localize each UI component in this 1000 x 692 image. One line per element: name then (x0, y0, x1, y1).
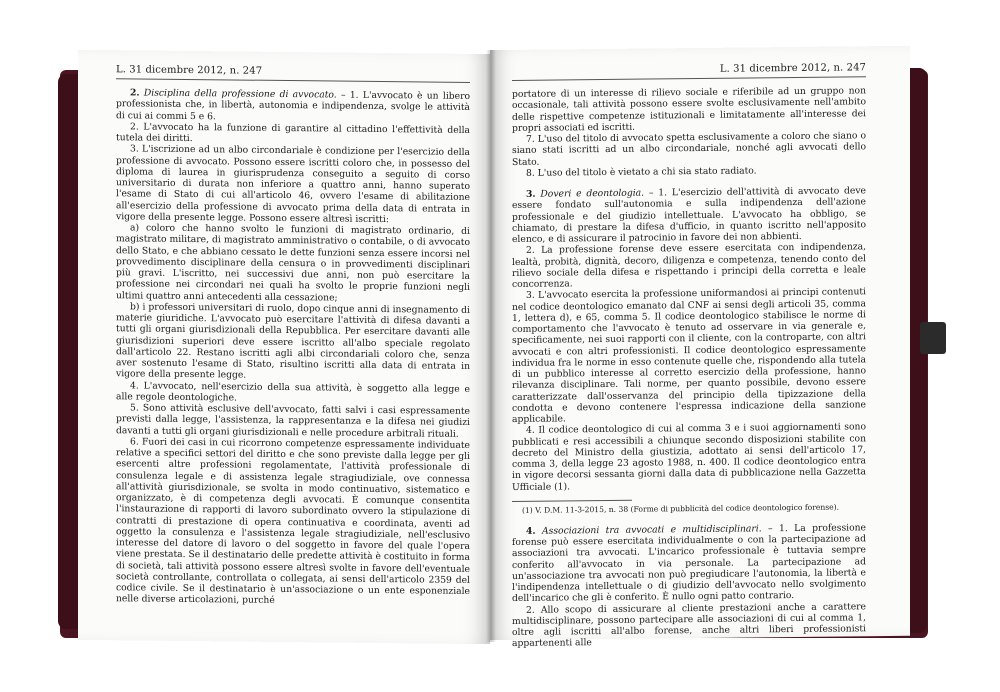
paragraph-text: – 1. L'esercizio dell'attività di avvocato deve essere fondato sull'autonomia e sulla indipendenza dell'azione professionale e del giudizio intellettuale. L'avvocato ha obbligo, se chiamato, di prestare la difesa d'ufficio, in quanto iscritto nell'apposito elenco, e di assicurare il patrocinio in favore dei non abbienti. (512, 185, 866, 245)
paragraph: b) i professori universitari di ruolo, dopo cinque anni di insegnamento di materie giuridiche. L'avvocato può esercitare l'attività di difesa davanti a tutti gli organi giurisdizionali della Repubblica. Per esercitare davanti alle giurisdizioni superiori deve essere iscritto all'albo speciale regolato dall'articolo 22. Restano iscritti agli albi circondariali coloro che, senza aver sostenuto l'esame di Stato, risultino iscritti alla data di entrata in vigore della presente legge. (116, 301, 470, 381)
article-number: 3. (526, 188, 536, 200)
paragraph: 4. Il codice deontologico di cui al comma 3 e i suoi aggiornamenti sono pubblicati e resi accessibili a chiunque secondo disposizioni stabilite con decreto del Ministro della giustizia, adottato ai sensi dell'articolo 17, comma 3, della legge 23 agosto 1988, n. 400. Il codice deontologico entra in vigore decorsi sessanta giorni dalla data di pubblicazione nella Gazzetta Ufficiale (1). (512, 421, 866, 493)
paragraph: 7. L'uso del titolo di avvocato spetta esclusivamente a coloro che siano o siano stati iscritti ad un albo circondariale, nonché agli avvocati dello Stato. (512, 130, 866, 168)
right-page (490, 46, 910, 650)
running-head: L. 31 dicembre 2012, n. 247 (512, 62, 866, 81)
article-number: 4. (526, 525, 536, 537)
paragraph: 4. L'avvocato, nell'esercizio della sua attività, è soggetto alla legge e alle regole deontologiche. (116, 379, 470, 404)
paragraph-text: – 1. L'avvocato è un libero professionista che, in libertà, autonomia e indipendenza, svolge le attività di cui ai commi 5 e 6. (116, 89, 470, 122)
running-head: L. 31 dicembre 2012, n. 247 (116, 64, 470, 83)
paragraph-text: – 1. La professione forense può essere esercitata individualmente o con la partecipazione ad associazioni tra avvocati. L'incarico professionale è tuttavia sempre conferito all'avvocato in via personale. La partecipazione ad un'associazione tra avvocati non può pregiudicare l'autonomia, la libertà e l'indipendenza intellettuale o di giudizio dell'avvocato nello svolgimento dell'incarico che gli è conferito. È nullo ogni patto contrario. (512, 522, 866, 605)
article-heading: Doveri e deontologia. (540, 187, 645, 200)
article-number: 2. (130, 87, 140, 99)
paragraph: 2. La professione forense deve essere esercitata con indipendenza, lealtà, probità, dignità, decoro, diligenza e competenza, tenendo conto del rilievo sociale della difesa e rispettando i principi della corretta e leale concorrenza. (512, 241, 866, 290)
paragraph: 2. L'avvocato ha la funzione di garantire al cittadino l'effettività della tutela dei diritti. (116, 121, 470, 145)
left-page (78, 50, 490, 644)
footnote-divider (512, 499, 632, 501)
bookmark-elastic (920, 322, 946, 354)
paragraph: 3. L'iscrizione ad un albo circondariale è condizione per l'esercizio della professione di avvocato. Possono essere iscritti coloro che, in possesso del diploma di laurea in giurisprudenza conseguito a seguito di corso universitario di durata non inferiore a quattro anni, hanno superato l'esame di Stato di cui all'articolo 46, ovvero l'esame di abilitazione all'esercizio della professione di avvocato prima della data di entrata in vigore della presente legge. Possono essere altresì iscritti: (116, 143, 470, 225)
paragraph: 2. Allo scopo di assicurare al cliente prestazioni anche a carattere multidisciplinare, possono partecipare alle associazioni di cui al comma 1, oltre agli iscritti all'albo forense, anche altri liberi professionisti appartenenti alle (512, 600, 866, 650)
article-paragraph (116, 87, 470, 124)
paragraph: portatore di un interesse di rilievo sociale e riferibile ad un gruppo non occasionale, tali attività possono essere svolte esclusivamente nell'ambito delle rispettive competenze istituzionali e limitatamente all'interesse dei propri associati ed iscritti. (512, 85, 866, 134)
paragraph: a) coloro che hanno svolto le funzioni di magistrato ordinario, di magistrato militare, di magistrato amministrativo o contabile, o di avvocato dello Stato, e che abbiano cessato le dette funzioni senza essere incorsi nel provvedimento disciplinare della censura o in provvedimenti disciplinari più gravi. L'iscritto, nei successivi due anni, non può esercitare la professione nei circondari nei quali ha svolto le proprie funzioni negli ultimi quattro anni antecedenti alla cessazione; (116, 222, 470, 304)
article-paragraph (512, 185, 866, 245)
paragraph: 5. Sono attività esclusive dell'avvocato, fatti salvi i casi espressamente previsti dalla legge, l'assistenza, la rappresentanza e la difesa nei giudizi davanti a tutti gli organi giurisdizionali e nelle procedure arbitrali rituali. (116, 402, 470, 440)
book-gutter (486, 50, 496, 642)
article-paragraph (512, 522, 866, 604)
paragraph: 8. L'uso del titolo è vietato a chi sia stato radiato. (526, 165, 757, 179)
article-heading: Disciplina della professione di avvocato. (143, 87, 337, 101)
paragraph: 6. Fuori dei casi in cui ricorrono competenze espressamente individuate relative a specifici settori del diritto e che sono previste dalla legge per gli esercenti altre professioni regolamentate, l'attività professionale di consulenza legale e di assistenza legale stragiudiziale, ove connessa all'attività giurisdizionale, se svolta in modo continuativo, sistematico e organizzato, è di competenza degli avvocati. È comunque consentita l'instaurazione di rapporti di lavoro subordinato ovvero la stipulazione di contratti di prestazione di opera continuativa e coordinata, aventi ad oggetto la consulenza e l'assistenza legale stragiudiziale, nell'esclusivo interesse del datore di lavoro o del soggetto in favore del quale l'opera viene prestata. Se il destinatario delle predette attività è costituito in forma di società, tali attività possono essere altresì svolte in favore dell'eventuale società controllante, controllata o collegata, ai sensi dell'articolo 2359 del codice civile. Se il destinatario è un'associazione o un ente esponenziale nelle diverse articolazioni, purché (116, 436, 470, 607)
footnote: (1) V. D.M. 11-3-2015, n. 38 (Forme di pubblicità del codice deontologico forense). (522, 502, 840, 515)
article-heading: Associazioni tra avvocati e multidisciplinari. (541, 523, 762, 537)
paragraph: 3. L'avvocato esercita la professione uniformandosi ai principi contenuti nel codice deontologico emanato dal CNF ai sensi degli articoli 35, comma 1, lettera d), e 65, comma 5. Il codice deontologico stabilisce le norme di comportamento che l'avvocato è tenuto ad osservare in via generale e, specificamente, nei suoi rapporti con il cliente, con la controparte, con altri avvocati e con altri professionisti. Il codice deontologico espressamente individua fra le norme in esso contenute quelle che, rispondendo alla tutela di un pubblico interesse al corretto esercizio della professione, hanno rilevanza disciplinare. Tali norme, per quanto possibile, devono essere caratterizzate dall'osservanza del principio della tipizzazione della condotta e devono contenere l'espressa indicazione della sanzione applicabile. (512, 286, 866, 425)
